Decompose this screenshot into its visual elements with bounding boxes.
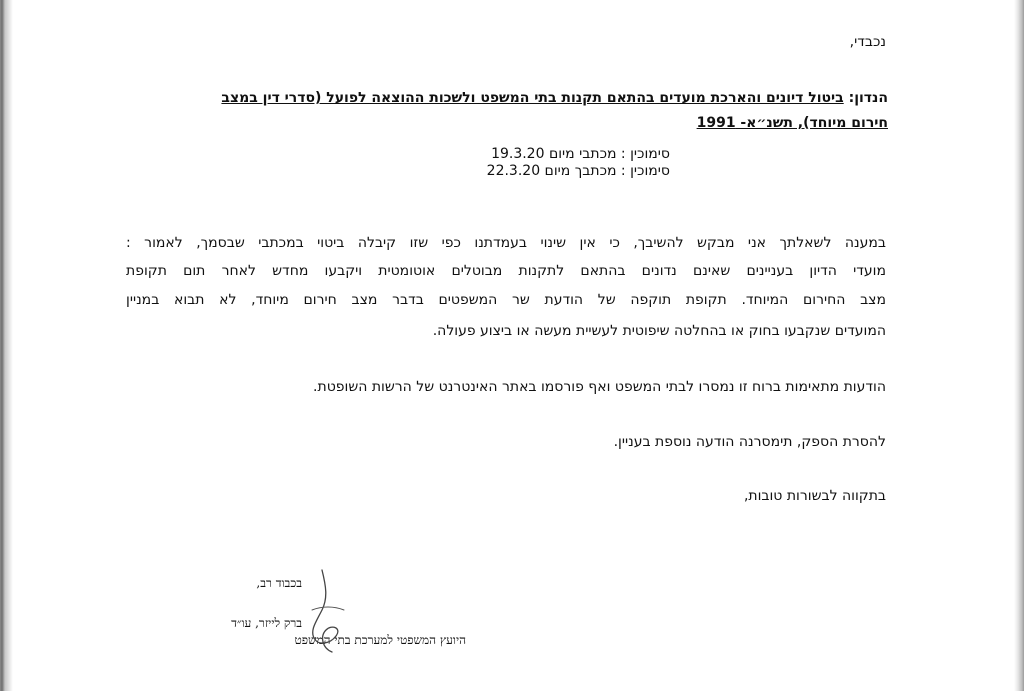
signature-regards: בכבוד רב,	[256, 576, 302, 590]
subject-line-2	[697, 115, 888, 131]
subject-text-2: חירום מיוחד), תשנ״א- 1991	[696, 115, 888, 131]
document-page	[14, 0, 1014, 691]
subject-prefix: הנדון:	[848, 90, 888, 106]
paragraph-3: להסרת הספק, תימסרנה הודעה נוספת בעניין.	[613, 434, 886, 450]
body-line-2: מועדי הדיון בעניינים שאינם נדונים בהתאם לתקנות מבוטלים אוטומטית ויקבעו מחדש לאחר תום תקופת	[126, 263, 886, 279]
signature-name: ברק לייזר, עו״ד	[231, 616, 302, 630]
body-line-3: מצב החירום המיוחד. תקופת תוקפה של הודעת שר המשפטים בדבר מצב חירום מיוחד, לא תבוא במניין	[126, 292, 886, 308]
greeting: נכבדי,	[849, 34, 886, 50]
paragraph-2: הודעות מתאימות ברוח זו נמסרו לבתי המשפט ואף פורסמו באתר האינטרנט של הרשות השופטת.	[313, 379, 886, 395]
reference-2: סימוכין : מכתבך מיום 22.3.20	[486, 163, 670, 179]
body-line-4: המועדים שנקבעו בחוק או בהחלטה שיפוטית לעשיית מעשה או ביצוע פעולה.	[432, 323, 886, 339]
signature-title: היועץ המשפטי למערכת בתי המשפט	[294, 633, 466, 647]
reference-1: סימוכין : מכתבי מיום 19.3.20	[491, 146, 670, 162]
window-frame-left	[0, 0, 14, 691]
subject-line-1	[221, 90, 888, 106]
handwritten-signature-icon	[292, 566, 372, 656]
window-frame-right	[1014, 0, 1024, 691]
body-line-1: במענה לשאלתך אני מבקש להשיבך, כי אין שינוי בעמדתנו כפי שזו קיבלה ביטוי במכתבי שבסמך, לאמור :	[126, 235, 886, 251]
subject-text-1: ביטול דיונים והארכת מועדים בהתאם תקנות בתי המשפט ולשכות ההוצאה לפועל (סדרי דין במצב	[221, 90, 844, 106]
closing-line: בתקווה לבשורות טובות,	[743, 488, 886, 504]
